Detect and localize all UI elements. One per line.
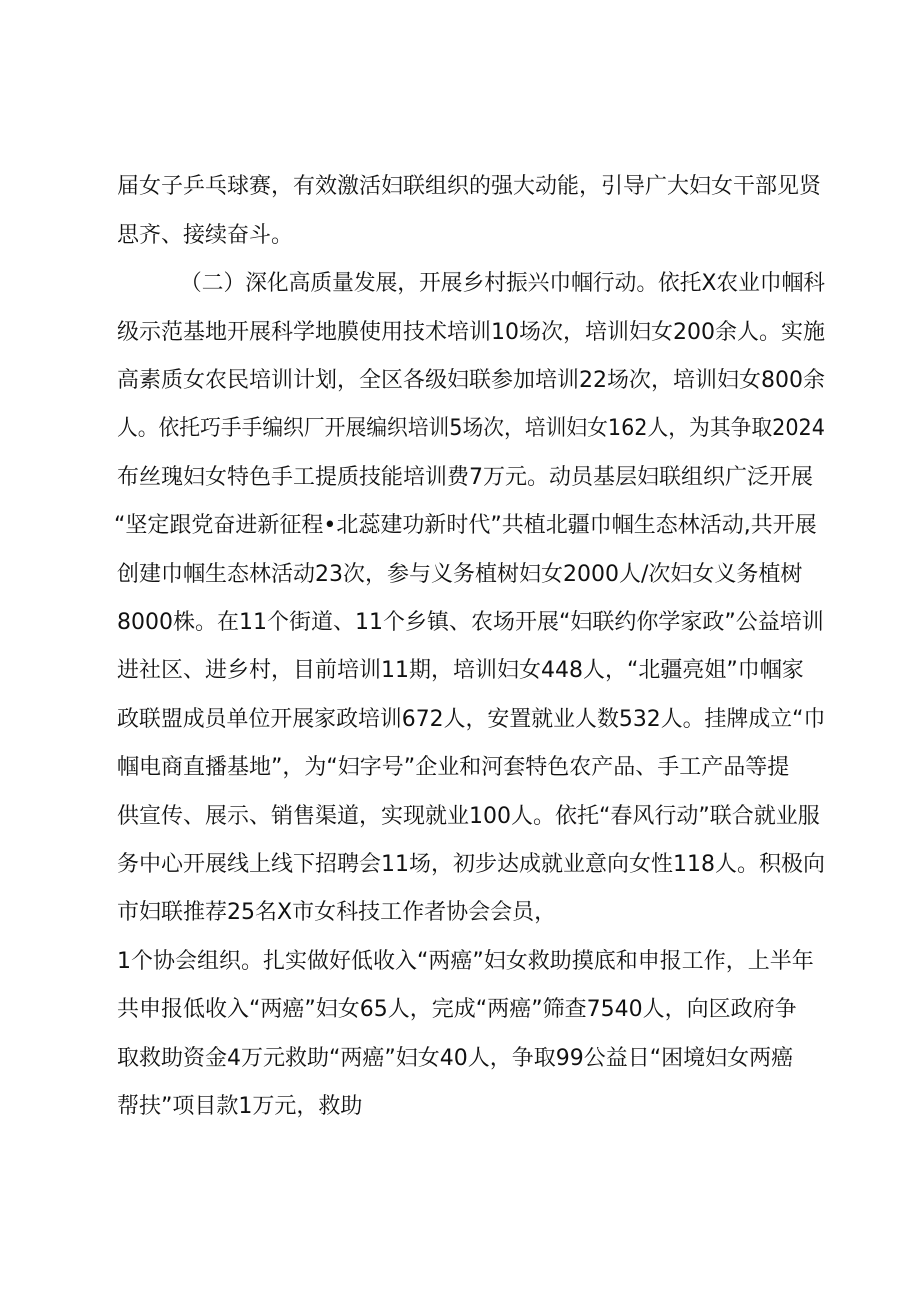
section-heading-line: （二）深化高质量发展，开展乡村振兴巾帼行动。依托X农业巾帼科 (180, 271, 826, 296)
text-line-16: 市妇联推荐25名X市女科技工作者协会会员， (117, 900, 557, 925)
text-line-11: 进社区、进乡村，目前培训11期，培训妇女448人，“北疆亮姐”巾帼家 (117, 658, 804, 683)
text-line-19: 取救助资金4万元救助“两癌”妇女40人，争取99公益日“困境妇女两癌 (117, 1046, 794, 1071)
text-line-4: 级示范基地开展科学地膜使用技术培训10场次，培训妇女200余人。实施 (117, 320, 825, 345)
text-line-6: 人。依托巧手手编织厂开展编织培训5场次，培训妇女162人，为其争取2024 (117, 416, 825, 441)
text-line-2: 思齐、接续奋斗。 (117, 223, 294, 248)
text-line-18: 共申报低收入“两癌”妇女65人，完成“两癌”筛查7540人，向区政府争 (117, 997, 797, 1022)
text-line-1: 届女子乒乓球赛，有效激活妇联组织的强大动能，引导广大妇女干部见贤 (117, 174, 822, 199)
text-line-7: 布丝瑰妇女特色手工提质技能培训费7万元。动员基层妇联组织广泛开展 (117, 465, 813, 490)
text-line-8: “坚定跟党奋进新征程•北蕊建功新时代”共植北疆巾帼生态林活动,共开展 (114, 513, 817, 538)
text-line-9: 创建巾帼生态林活动23次，参与义务植树妇女2000人/次妇女义务植树 (117, 562, 803, 587)
text-line-14: 供宣传、展示、销售渠道，实现就业100人。依托“春风行动”联合就业服 (117, 804, 820, 829)
text-line-10: 8000株。在11个街道、11个乡镇、农场开展“妇联约你学家政”公益培训 (117, 610, 824, 635)
text-line-17: 1个协会组织。扎实做好低收入“两癌”妇女救助摸底和申报工作，上半年 (117, 949, 814, 974)
text-line-15: 务中心开展线上线下招聘会11场，初步达成就业意向女性118人。积极向 (117, 852, 825, 877)
text-line-12: 政联盟成员单位开展家政培训672人，安置就业人数532人。挂牌成立“巾 (117, 707, 826, 732)
text-line-5: 高素质女农民培训计划，全区各级妇联参加培训22场次，培训妇女800余 (117, 368, 825, 393)
text-line-20: 帮扶”项目款1万元，救助 (117, 1094, 363, 1119)
text-line-13: 帼电商直播基地”，为“妇字号”企业和河套特色农产品、手工产品等提 (117, 755, 790, 780)
